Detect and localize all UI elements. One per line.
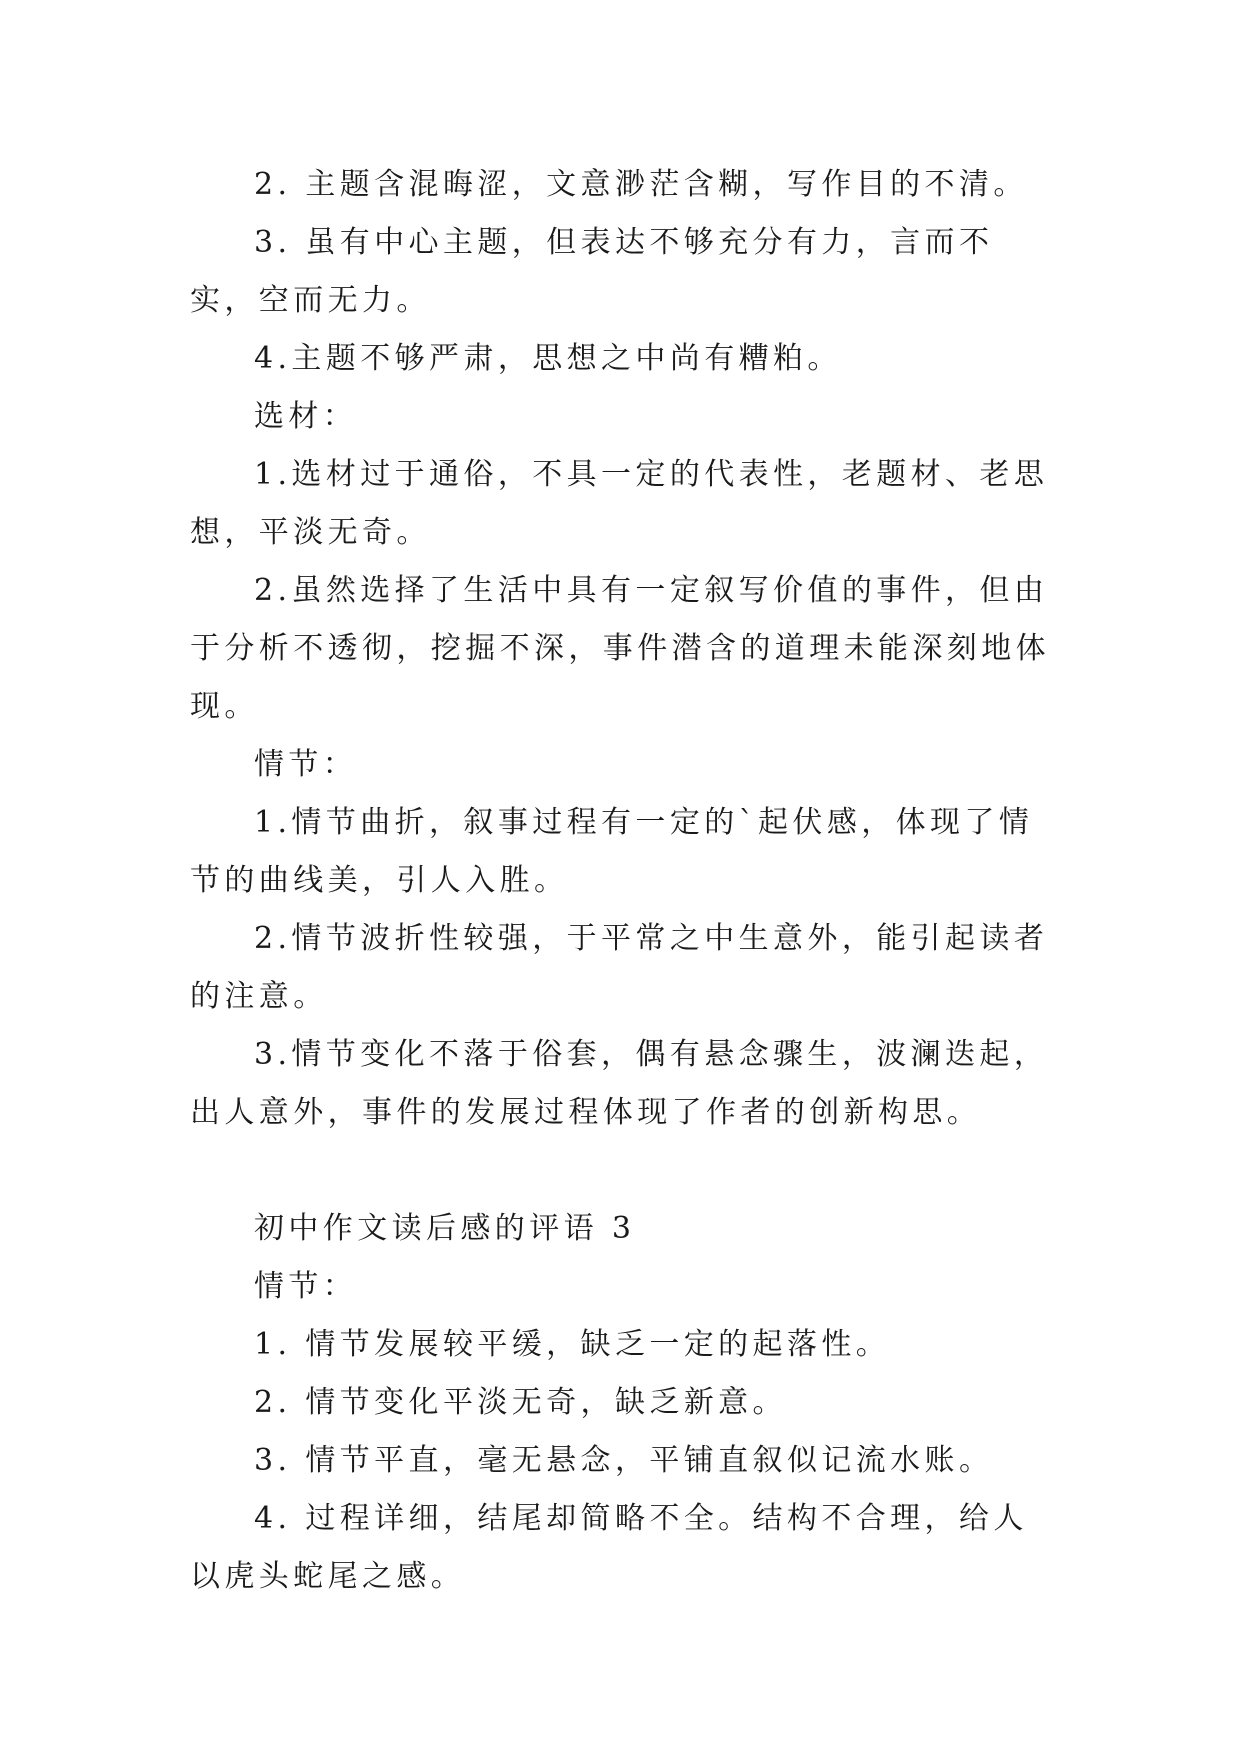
section-heading: 选材： xyxy=(254,399,358,434)
section-heading: 情节： xyxy=(254,747,358,782)
paragraph: 1.情节曲折，叙事过程有一定的`起伏感，体现了情节的曲线美，引人入胜。 xyxy=(190,805,1034,898)
section-title: 初中作文读后感的评语 3 xyxy=(254,1211,636,1246)
paragraph: 2. 情节变化平淡无奇，缺乏新意。 xyxy=(254,1385,787,1420)
paragraph: 3. 虽有中心主题，但表达不够充分有力，言而不实，空而无力。 xyxy=(190,225,994,318)
paragraph: 1.选材过于通俗，不具一定的代表性，老题材、老思想，平淡无奇。 xyxy=(190,457,1049,550)
paragraph: 3.情节变化不落于俗套，偶有悬念骤生，波澜迭起，出人意外，事件的发展过程体现了作者的创新构思。 xyxy=(190,1037,1049,1130)
section-heading: 情节： xyxy=(254,1269,358,1304)
blank-line xyxy=(190,1142,1060,1200)
paragraph: 2.情节波折性较强，于平常之中生意外，能引起读者的注意。 xyxy=(190,921,1049,1014)
paragraph: 3. 情节平直，毫无悬念，平铺直叙似记流水账。 xyxy=(254,1443,994,1478)
paragraph: 4. 过程详细，结尾却简略不全。结构不合理，给人以虎头蛇尾之感。 xyxy=(190,1501,1028,1594)
paragraph: 2.虽然选择了生活中具有一定叙写价值的事件，但由于分析不透彻，挖掘不深，事件潜含的道理未能深刻地体现。 xyxy=(190,573,1050,724)
paragraph: 4.主题不够严肃，思想之中尚有糟粕。 xyxy=(254,341,842,376)
paragraph: 2. 主题含混晦涩，文意渺茫含糊，写作目的不清。 xyxy=(254,167,1028,202)
paragraph: 1. 情节发展较平缓，缺乏一定的起落性。 xyxy=(254,1327,891,1362)
document-body xyxy=(190,156,1060,1606)
